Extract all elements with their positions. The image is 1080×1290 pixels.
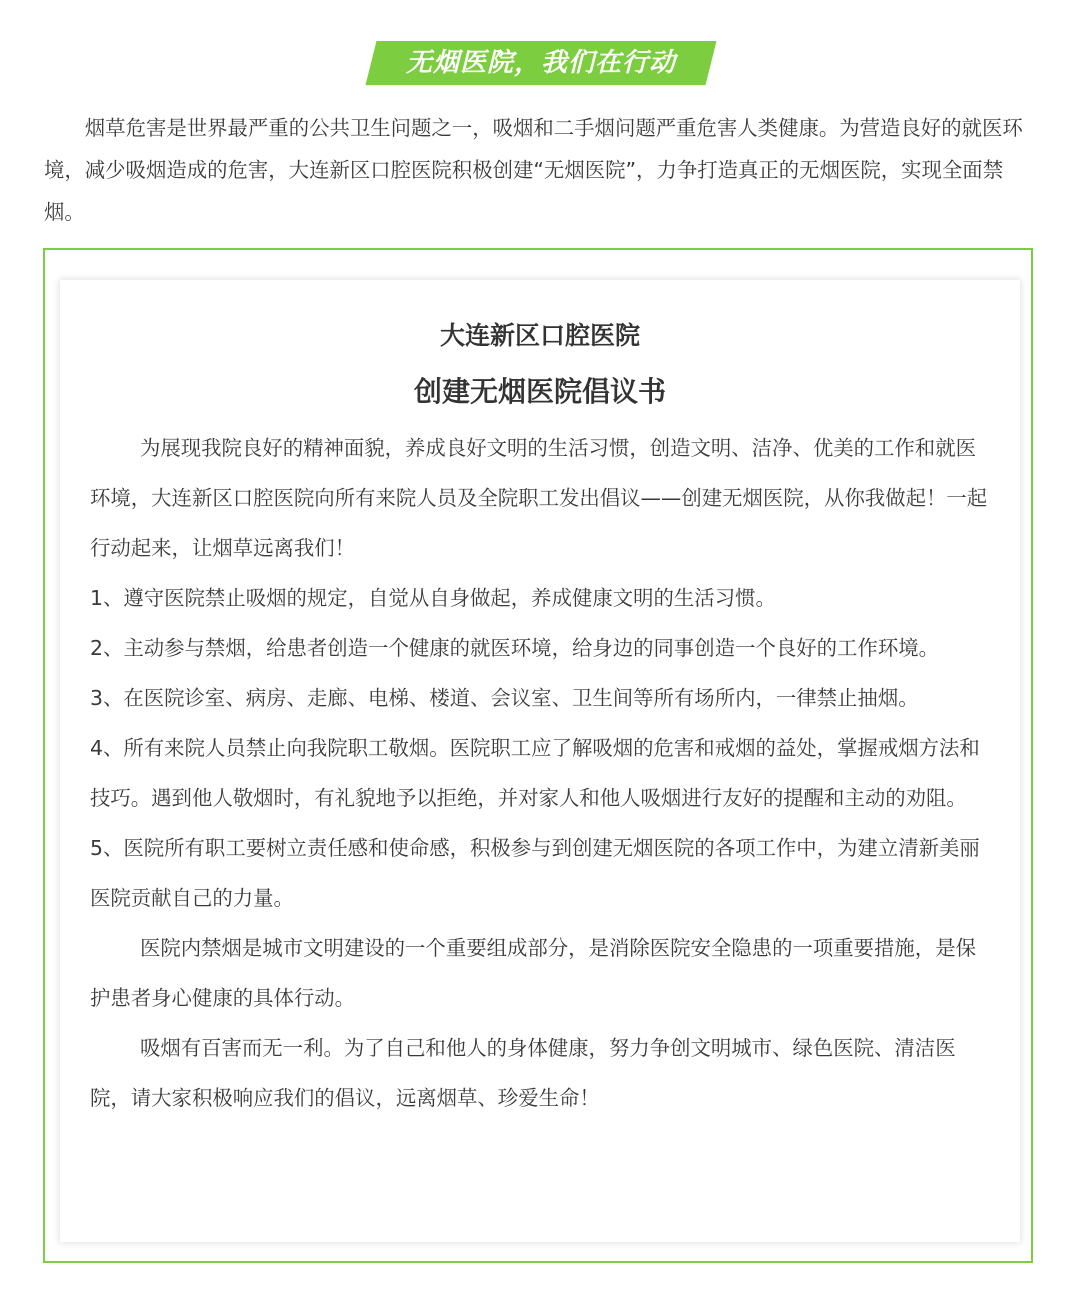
proposal-item-3: 3、在医院诊室、病房、走廊、电梯、楼道、会议室、卫生间等所有场所内，一律禁止抽烟。 <box>90 686 919 710</box>
proposal-item-2: 2、主动参与禁烟，给患者创造一个健康的就医环境，给身边的同事创造一个良好的工作环境。 <box>90 636 939 660</box>
proposal-paragraph-closing-1: 医院内禁烟是城市文明建设的一个重要组成部分，是消除医院安全隐患的一项重要措施，是保护患者身心健康的具体行动。 <box>90 936 976 1010</box>
proposal-paragraph-closing-2: 吸烟有百害而无一利。为了自己和他人的身体健康，努力争创文明城市、绿色医院、清洁医院，请大家积极响应我们的倡议，远离烟草、珍爱生命！ <box>90 1036 956 1110</box>
proposal-org-title: 大连新区口腔医院 <box>439 321 640 350</box>
proposal-item-4: 4、所有来院人员禁止向我院职工敬烟。医院职工应了解吸烟的危害和戒烟的益处，掌握戒烟方法和技巧。遇到他人敬烟时，有礼貌地予以拒绝，并对家人和他人吸烟进行友好的提醒和主动的劝阻。 <box>90 736 980 810</box>
section-banner-title: 无烟医院，我们在行动 <box>405 48 676 78</box>
proposal-item-5: 5、医院所有职工要树立责任感和使命感，积极参与到创建无烟医院的各项工作中，为建立清新美丽医院贡献自己的力量。 <box>90 836 980 910</box>
proposal-title: 创建无烟医院倡议书 <box>413 375 666 408</box>
proposal-item-1: 1、遵守医院禁止吸烟的规定，自觉从自身做起，养成健康文明的生活习惯。 <box>90 586 776 610</box>
proposal-body <box>90 423 990 1123</box>
intro-paragraph: 烟草危害是世界最严重的公共卫生问题之一，吸烟和二手烟问题严重危害人类健康。为营造良好的就医环境，减少吸烟造成的危害，大连新区口腔医院积极创建“无烟医院”，力争打造真正的无烟医院，实现全面禁烟。 <box>44 116 1023 224</box>
proposal-paragraph-intro: 为展现我院良好的精神面貌，养成良好文明的生活习惯，创造文明、洁净、优美的工作和就医环境，大连新区口腔医院向所有来院人员及全院职工发出倡议——创建无烟医院，从你我做起！一起行动起来，让烟草远离我们！ <box>90 436 988 560</box>
